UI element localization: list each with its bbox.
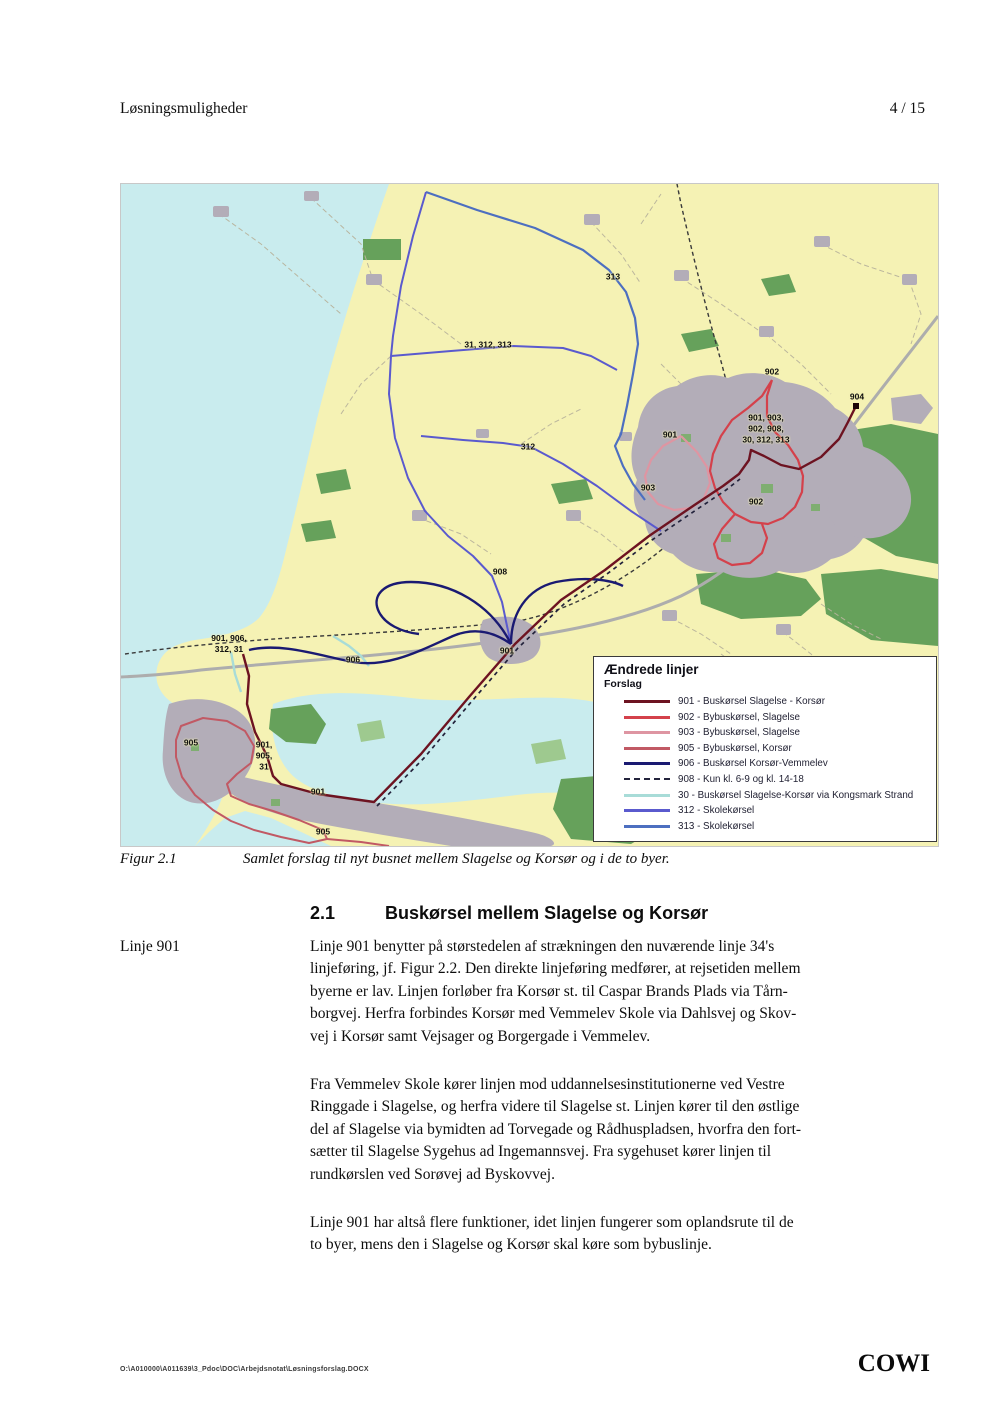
- legend-row-312: [604, 803, 930, 819]
- text-line: borgvej. Herfra forbindes Korsør med Vemmelev Skole via Dahlsvej og Skov-: [310, 1005, 797, 1023]
- legend-entry-label: 905 - Bybuskørsel, Korsør: [678, 742, 792, 754]
- margin-note: Linje 901: [120, 938, 180, 955]
- map-route-label: 312: [520, 441, 536, 452]
- map-route-label: 908: [492, 566, 508, 577]
- text-line: to byer, mens den i Slagelse og Korsør skal køre som bybuslinje.: [310, 1236, 712, 1254]
- map-route-label: 901: [499, 645, 515, 656]
- legend-line-swatch: [624, 700, 670, 703]
- legend-entry-label: 906 - Buskørsel Korsør-Vemmelev: [678, 758, 828, 770]
- map-route-label: 906: [345, 654, 361, 665]
- legend-line-swatch: [624, 762, 670, 765]
- map-figure: [120, 183, 939, 847]
- legend-line-swatch: [624, 794, 670, 797]
- paragraph: [310, 1074, 940, 1186]
- map-route-label: 313: [605, 271, 621, 282]
- legend-entry-label: 30 - Buskørsel Slagelse-Korsør via Kongsmark Strand: [678, 789, 914, 801]
- map-route-label: 901, 903, 902, 908, 30, 312, 313: [742, 412, 790, 445]
- figure-caption: [120, 851, 670, 868]
- map-route-label: 901, 906, 312, 31: [211, 632, 247, 654]
- legend-row-313: [604, 818, 930, 834]
- legend-line-swatch: [624, 716, 670, 719]
- legend-entry-label: 908 - Kun kl. 6-9 og kl. 14-18: [678, 773, 804, 785]
- legend-line-swatch: [624, 825, 670, 828]
- text-line: byerne er lav. Linjen forløber fra Korsør st. til Caspar Brands Plads via Tårn-: [310, 982, 788, 1000]
- text-line: Linje 901 benytter på størstedelen af strækningen den nuværende linje 34's: [310, 938, 775, 955]
- legend-entry-label: 903 - Bybuskørsel, Slagelse: [678, 727, 800, 739]
- text-line: rundkørslen ved Sorøvej ad Byskovvej.: [310, 1165, 555, 1183]
- legend-row-903: [604, 725, 930, 741]
- legend-line-swatch: [624, 809, 670, 812]
- legend-line-swatch: [624, 747, 670, 750]
- legend-subtitle: Forslag: [604, 677, 642, 690]
- text-line: Ringgade i Slagelse, og herfra videre til Slagelse st. Linjen kører til den østlige: [310, 1098, 800, 1116]
- map-route-label: 31, 312, 313: [464, 339, 512, 350]
- cowi-logo: COWI: [857, 1350, 930, 1377]
- body-paragraphs: [310, 936, 940, 1283]
- text-line: sætter til Slagelse Sygehus ad Ingemannsvej. Fra sygehuset kører linjen til: [310, 1143, 772, 1161]
- paragraph: [310, 1212, 940, 1257]
- map-route-label: 903: [640, 482, 656, 493]
- paragraph: [310, 936, 940, 1048]
- legend-row-901: [604, 694, 930, 710]
- map-route-label: 905: [183, 737, 199, 748]
- text-line: Linje 901 har altså flere funktioner, idet linjen fungerer som oplandsrute til de: [310, 1214, 794, 1232]
- text-line: linjeføring, jf. Figur 2.2. Den direkte linjeføring medfører, at rejsetiden mellem: [310, 960, 801, 978]
- map-route-label: 902: [764, 366, 780, 377]
- text-line: vej i Korsør samt Vejsager og Borgergade i Vemmelev.: [310, 1027, 651, 1045]
- legend-entry-label: 901 - Buskørsel Slagelse - Korsør: [678, 695, 826, 707]
- map-route-label: 905: [315, 826, 331, 837]
- legend-entry-label: 312 - Skolekørsel: [678, 805, 755, 817]
- section-title: Buskørsel mellem Slagelse og Korsør: [385, 903, 709, 923]
- legend-row-902: [604, 709, 930, 725]
- legend-row-30: [604, 787, 930, 803]
- map-route-label: 901: [310, 786, 326, 797]
- section-heading: [310, 903, 709, 924]
- legend-row-905: [604, 740, 930, 756]
- map-route-label: 902: [748, 496, 764, 507]
- text-line: del af Slagelse via bymidten ad Torvegade og Rådhuspladsen, hvorfra den fort-: [310, 1120, 802, 1138]
- legend-entries: [604, 694, 930, 834]
- section-number: 2.1: [310, 903, 336, 923]
- legend-line-swatch: [624, 778, 670, 780]
- map-route-label: 904: [849, 391, 865, 402]
- legend-entry-label: 313 - Skolekørsel: [678, 820, 755, 832]
- map-legend: [593, 656, 937, 842]
- map-route-label: 901, 905, 31: [255, 739, 273, 772]
- legend-line-swatch: [624, 731, 670, 734]
- figure-caption-text: Samlet forslag til nyt busnet mellem Slagelse og Korsør og i de to byer.: [243, 851, 670, 867]
- text-line: Fra Vemmelev Skole kører linjen mod uddannelsesinstitutionerne ved Vestre: [310, 1076, 785, 1094]
- figure-label: Figur 2.1: [120, 851, 177, 867]
- legend-row-906: [604, 756, 930, 772]
- legend-entry-label: 902 - Bybuskørsel, Slagelse: [678, 711, 800, 723]
- map-route-label: 901: [662, 429, 678, 440]
- footer-file-path: O:\A010000\A011639\3_Pdoc\DOC\Arbejdsnotat\Løsningsforslag.DOCX: [120, 1366, 369, 1373]
- legend-title: Ændrede linjer: [604, 661, 699, 677]
- header-title: Løsningsmuligheder: [120, 100, 248, 117]
- legend-row-908: [604, 772, 930, 788]
- page-number: 4 / 15: [889, 100, 925, 117]
